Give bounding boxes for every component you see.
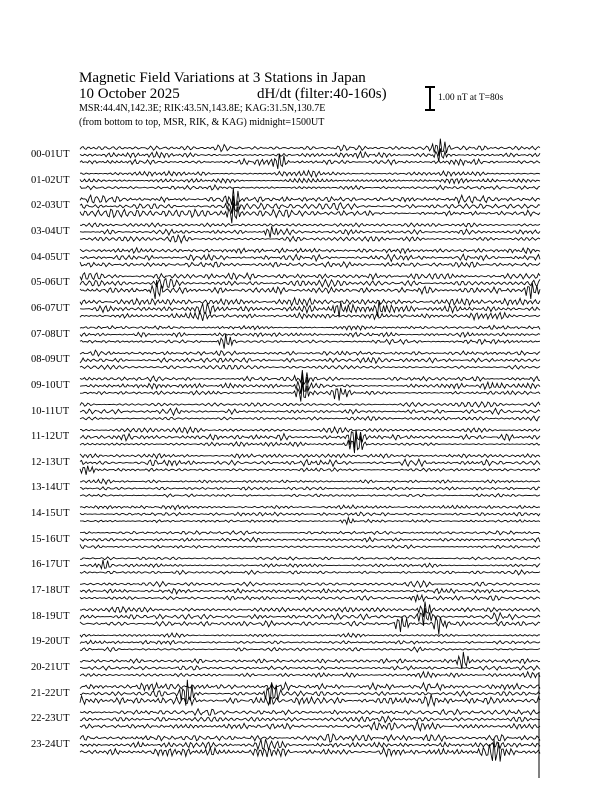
trace-msr (80, 738, 540, 761)
trace-rik (80, 178, 540, 183)
trace-rik (80, 279, 540, 288)
hour-label: 15-16UT (31, 533, 70, 545)
hour-label: 20-21UT (31, 662, 70, 673)
trace-msr (80, 595, 540, 602)
trace-kag (80, 171, 540, 177)
trace-rik (80, 640, 540, 644)
hour-label: 16-17UT (31, 559, 70, 571)
trace-kag (80, 734, 540, 742)
trace-msr (80, 466, 540, 475)
hour-label: 04-05UT (31, 251, 70, 263)
trace-rik (80, 739, 540, 750)
trace-kag (80, 454, 540, 459)
hour-label: 01-02UT (31, 174, 70, 186)
hour-label: 17-18UT (31, 585, 70, 597)
trace-rik (80, 716, 540, 722)
trace-kag (80, 188, 540, 205)
trace-rik (80, 666, 540, 670)
trace-rik (80, 374, 540, 394)
trace-rik (80, 332, 540, 337)
trace-msr (80, 647, 540, 652)
hour-label: 06-07UT (31, 302, 70, 314)
trace-kag (80, 325, 540, 330)
hour-label: 13-14UT (31, 482, 70, 494)
hour-label: 14-15UT (31, 508, 70, 520)
trace-kag (80, 298, 540, 306)
station-order-note: (from bottom to top, MSR, RIK, & KAG) midnight=1500UT (79, 117, 325, 128)
trace-msr (80, 433, 540, 453)
trace-kag (80, 223, 540, 227)
trace-rik (80, 459, 540, 466)
hour-label: 22-23UT (31, 713, 70, 725)
trace-kag (80, 139, 540, 157)
trace-rik (80, 589, 540, 594)
hour-label: 18-19UT (31, 610, 70, 622)
chart-title: Magnetic Field Variations at 3 Stations in Japan (79, 70, 366, 86)
trace-kag (80, 531, 540, 535)
trace-msr (80, 672, 540, 678)
trace-msr (80, 235, 540, 243)
hour-label: 23-24UT (31, 738, 70, 750)
trace-rik (80, 512, 540, 516)
trace-rik (80, 226, 540, 238)
trace-kag (80, 370, 540, 384)
trace-kag (80, 633, 540, 637)
trace-kag (80, 557, 540, 560)
trace-kag (80, 248, 540, 254)
trace-kag (80, 652, 540, 669)
trace-kag (80, 602, 540, 617)
trace-msr (80, 517, 540, 524)
trace-rik (80, 487, 540, 490)
trace-kag (80, 273, 540, 280)
trace-msr (80, 311, 540, 320)
trace-msr (80, 570, 540, 575)
trace-kag (80, 682, 540, 690)
trace-msr (80, 334, 540, 349)
chart-date: 10 October 2025 (79, 86, 180, 102)
trace-rik (80, 560, 540, 569)
hour-label: 00-01UT (31, 149, 70, 160)
trace-rik (80, 358, 540, 364)
trace-msr (80, 694, 540, 706)
hour-label: 21-22UT (31, 687, 70, 699)
hour-label: 05-06UT (31, 277, 70, 289)
hour-label: 11-12UT (31, 431, 70, 443)
chart-quantity: dH/dt (filter:40-160s) (257, 86, 387, 102)
hour-label: 10-11UT (31, 405, 70, 417)
trace-rik (80, 148, 540, 161)
trace-kag (80, 709, 540, 715)
trace-rik (80, 254, 540, 261)
hour-label: 07-08UT (31, 328, 70, 340)
hour-label: 12-13UT (31, 456, 70, 468)
trace-msr (80, 721, 540, 730)
trace-kag (80, 479, 540, 484)
trace-kag (80, 350, 540, 356)
trace-msr (80, 185, 540, 190)
station-coordinates: MSR:44.4N,142.3E; RIK:43.5N,143.8E; KAG:31.5N,130.7E (79, 103, 326, 114)
trace-kag (80, 427, 540, 433)
trace-msr (80, 416, 540, 421)
hour-label: 19-20UT (31, 636, 70, 648)
trace-msr (80, 616, 540, 634)
trace-kag (80, 402, 540, 407)
trace-msr (80, 382, 540, 402)
hour-label: 03-04UT (31, 225, 70, 237)
trace-rik (80, 537, 540, 542)
trace-msr (80, 365, 540, 369)
trace-kag (80, 505, 540, 510)
hour-label: 02-03UT (31, 200, 70, 212)
trace-msr (80, 544, 540, 548)
scale-bar-label: 1.00 nT at T=80s (438, 93, 504, 103)
trace-rik (80, 408, 540, 415)
hour-label: 08-09UT (31, 354, 70, 366)
trace-msr (80, 262, 540, 268)
trace-kag (80, 581, 540, 587)
trace-msr (80, 494, 540, 497)
hour-label: 09-10UT (31, 379, 70, 391)
